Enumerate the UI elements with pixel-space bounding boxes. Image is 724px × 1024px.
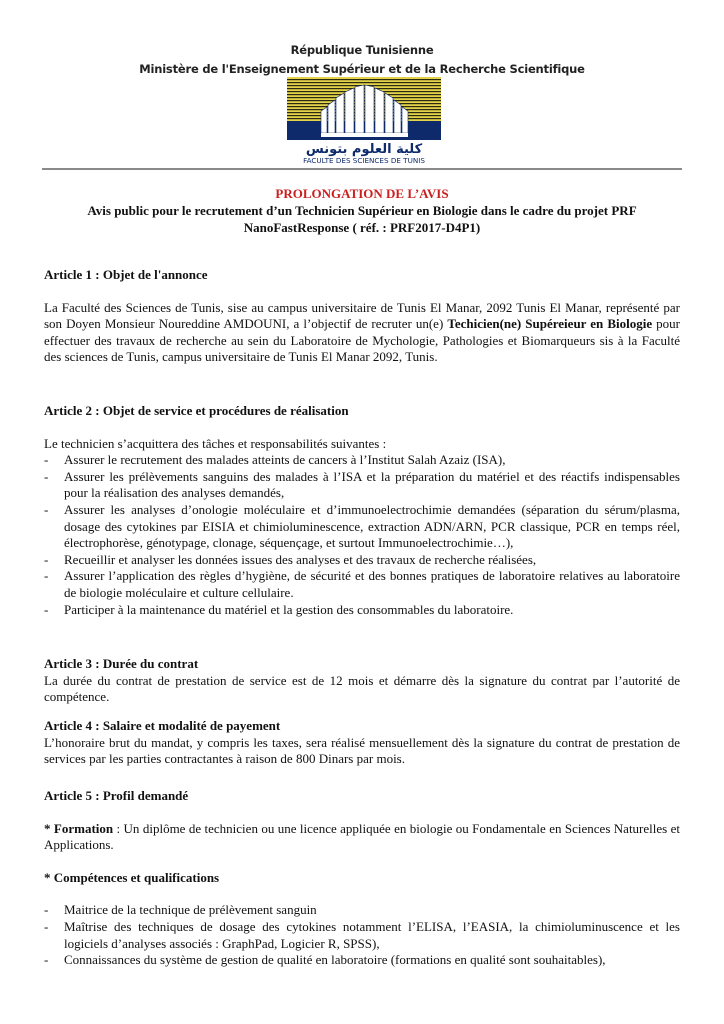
article-1-text-end: pour effectuer des travaux de recherche au sein du Laboratoire de Mychologie, Pathologies et Biomarqueurs sis à la Faculté des sciences de Tunis, campus universitaire de Tunis El Manar 2092, Tunis.: [44, 316, 680, 365]
task-item: - Assurer le recrutement des malades atteints de cancers à l’Institut Salah Azaiz (ISA),: [44, 452, 506, 468]
faculty-logo: [287, 77, 441, 164]
formation-label: * Formation: [44, 820, 114, 836]
header-republic: République Tunisienne: [290, 43, 434, 57]
header-ministry: Ministère de l'Enseignement Supérieur et de la Recherche Scientifique: [139, 62, 585, 76]
bullet-dash: -: [44, 918, 49, 934]
article-1-paragraph: [44, 300, 680, 366]
bullet-dash: -: [44, 501, 49, 517]
article-2: [44, 403, 680, 618]
article-1-text-start: La Faculté des Sciences de Tunis, sise au campus universitaire de Tunis El Manar, 2092 Tunis El Manar, représenté par son Doyen Monsieur Noureddine AMDOUNI, a l’objectif de recruter un(e): [44, 299, 680, 332]
competences-heading: * Compétences et qualifications: [44, 869, 220, 885]
logo-caption: FACULTE DES SCIENCES DE TUNIS: [303, 156, 425, 164]
article-5-heading: Article 5 : Profil demandé: [44, 788, 189, 803]
formation-text: : Un diplôme de technicien ou une licence appliquée en biologie ou Fondamentale en Sciences Naturelles et Applications.: [44, 820, 680, 853]
bullet-dash: -: [44, 601, 49, 617]
tasks-list: [44, 452, 680, 618]
bullet-dash: -: [44, 568, 49, 584]
header-separator: [42, 168, 682, 170]
article-1: [44, 267, 680, 366]
article-4: [44, 718, 680, 768]
competences-list: [44, 902, 680, 968]
logo-arabic-text: كلية العلوم بتونس: [305, 142, 423, 157]
task-item: - Assurer l’application des règles d’hygiène, de sécurité et des bonnes pratiques de laboratoire relatives au laboratoire de biologie moléculaire et culture cellulaire.: [44, 568, 680, 600]
competence-item: - Connaissances du système de gestion de qualité en laboratoire (formations en qualité sont souhaitables),: [44, 952, 606, 968]
notice-subtitle-line1: Avis public pour le recrutement d’un Technicien Supérieur en Biologie dans le cadre du projet PRF: [87, 203, 637, 218]
article-3-heading: Article 3 : Durée du contrat: [44, 656, 199, 671]
article-4-text: L’honoraire brut du mandat, y compris les taxes, sera réalisé mensuellement dès la signature du contrat de prestation de services par les parties contractantes à raison de 800 Dinars par mois.: [44, 734, 680, 767]
logo-arches: [321, 133, 408, 137]
article-2-heading: Article 2 : Objet de service et procédures de réalisation: [44, 403, 349, 418]
bullet-dash: -: [44, 952, 49, 968]
task-item: - Recueillir et analyser les données issues des analyses et des travaux de recherche réalisées,: [44, 551, 537, 567]
notice-title: PROLONGATION DE L’AVIS: [275, 186, 449, 201]
article-3: [44, 656, 680, 706]
article-5: [44, 788, 680, 969]
competence-item: - Maîtrise des techniques de dosage des cytokines notamment l’ELISA, l’EASIA, la chimioluminuscence et les logiciels d’analyses associés : GraphPad, Logicier R, SPSS),: [44, 918, 680, 951]
article-4-heading: Article 4 : Salaire et modalité de payement: [44, 718, 281, 733]
article-1-heading: Article 1 : Objet de l'annonce: [44, 267, 208, 282]
bullet-dash: -: [44, 468, 49, 484]
task-item: - Assurer les prélèvements sanguins des malades à l’ISA et la préparation du matériel et des réactifs indispensables pour la réalisation des analyses demandés,: [44, 468, 680, 501]
article-2-intro: Le technicien s’acquittera des tâches et responsabilités suivantes :: [44, 435, 387, 451]
formation-paragraph: [44, 821, 680, 854]
competence-item: - Maitrice de la technique de prélèvement sanguin: [44, 902, 317, 918]
bullet-dash: -: [44, 551, 49, 567]
task-item: - Participer à la maintenance du matériel et la gestion des consommables du laboratoire.: [44, 601, 514, 617]
article-1-position-title: Techicien(ne) Supéreieur en Biologie: [447, 316, 653, 332]
article-3-text: La durée du contrat de prestation de service est de 12 mois et démarre dès la signature du contrat par l’autorité de compétence.: [44, 672, 680, 705]
task-item: - Assurer les analyses d’onologie moléculaire et d’immunoelectrochimie demandées (séparation du sérum/plasma, dosage des cytokines par EISIA et chimioluminescence, extraction ADN/ARN, PCR classique, PCR en temps réel, électrophorèse, génotypage, clonage, séquençage, et surtout Immunoelectrochimie…),: [44, 501, 680, 551]
bullet-dash: -: [44, 452, 49, 468]
notice-subtitle-line2: NanoFastResponse ( réf. : PRF2017-D4P1): [243, 220, 481, 235]
bullet-dash: -: [44, 902, 49, 918]
